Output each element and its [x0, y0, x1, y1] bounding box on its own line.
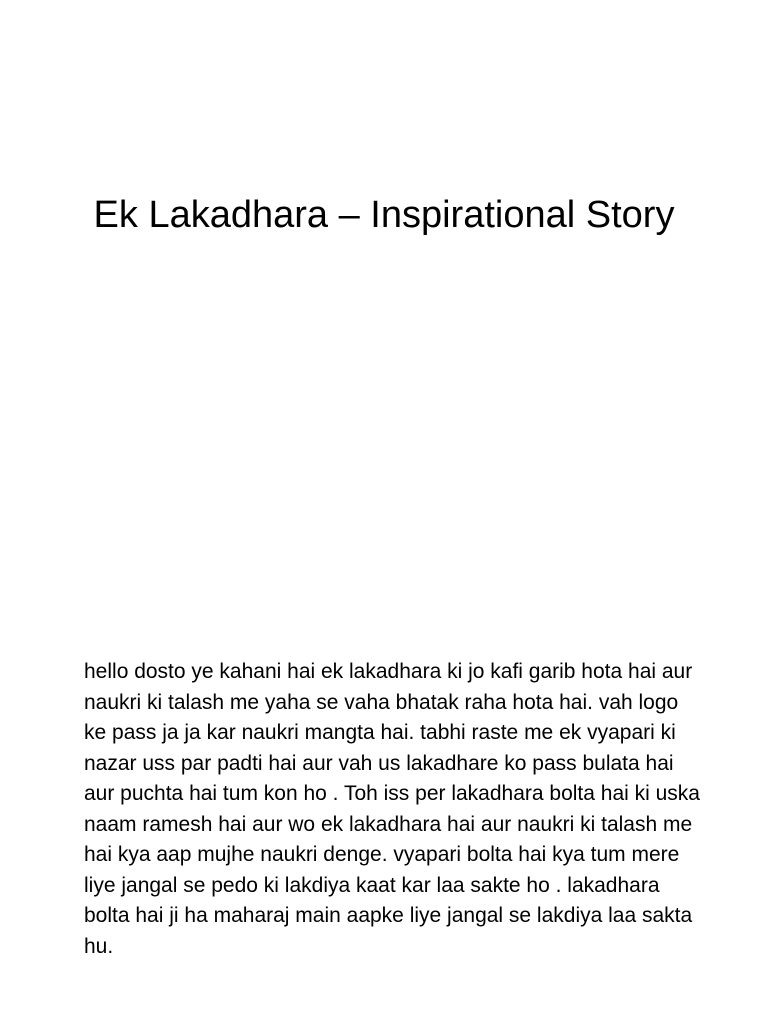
- page-title: Ek Lakadhara – Inspirational Story: [93, 194, 675, 236]
- story-paragraph: hello dosto ye kahani hai ek lakadhara ki jo kafi garib hota hai aur naukri ki talash me yaha se vaha bhatak raha hota hai. vah logo ke pass ja ja kar naukri mangta hai. tabhi raste me ek vyapari ki nazar uss par padti hai aur vah us lakadhare ko pass bulata hai aur puchta hai tum kon ho . Toh iss per lakadhara bolta hai ki uska naam ramesh hai aur wo ek lakadhara hai aur naukri ki talash me hai kya aap mujhe naukri denge. vyapari bolta hai kya tum mere liye jangal se pedo ki lakdiya kaat kar laa sakte ho . lakadhara bolta hai ji ha maharaj main aapke liye jangal se lakdiya laa sakta hu.: [84, 660, 700, 958]
